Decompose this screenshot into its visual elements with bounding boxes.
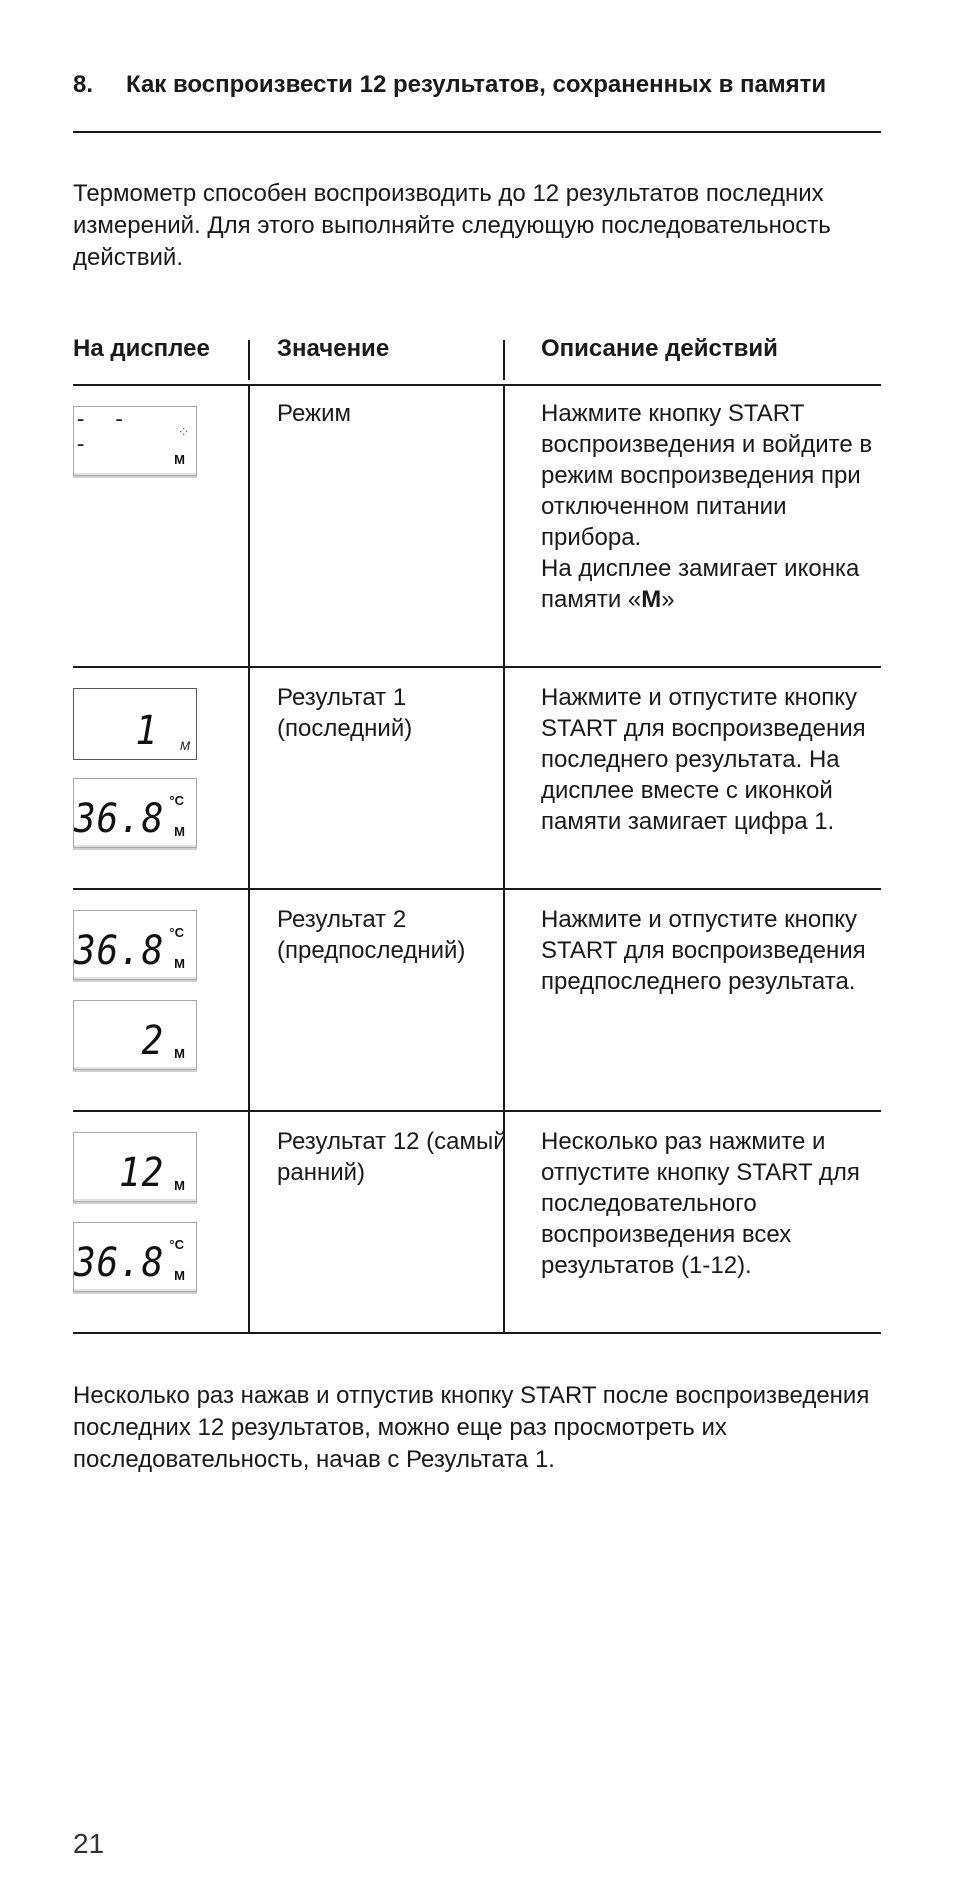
column-header-display: На дисплее — [73, 335, 210, 362]
table-rule — [73, 1332, 881, 1334]
celsius-icon: °C — [169, 1237, 184, 1252]
row-description: Нажмите и отпустите кнопку START для воспроизведения последнего результата. На дисплее вместе с иконкой памяти замигает цифра 1. — [541, 684, 866, 835]
row-meaning: Результат 12 (самый ранний) — [277, 1128, 507, 1186]
lcd-digits: 1 — [135, 708, 158, 754]
header-separator — [503, 340, 505, 380]
table-rule — [73, 888, 881, 890]
lcd-display — [73, 1000, 197, 1070]
footer-paragraph: Несколько раз нажав и отпустив кнопку START после воспроизведения последних 12 результатов, можно еще раз просмотреть их последовательность, начав с Результата 1. — [73, 1382, 870, 1473]
intro-paragraph: Термометр способен воспроизводить до 12 результатов последних измерений. Для этого выполняйте следующую последовательность действий. — [73, 180, 831, 271]
lcd-display — [73, 406, 197, 476]
lcd-display — [73, 778, 197, 848]
section-title: Как воспроизвести 12 результатов, сохраненных в памяти — [126, 71, 827, 98]
memory-icon: M — [174, 1046, 185, 1061]
celsius-icon: °C — [169, 793, 184, 808]
column-header-meaning: Значение — [277, 335, 390, 362]
lcd-display — [73, 1132, 197, 1202]
lcd-display — [73, 1222, 197, 1292]
heading-divider — [73, 131, 881, 133]
memory-icon: M — [174, 452, 185, 467]
memory-icon: M — [180, 739, 190, 753]
lcd-digits: 36.8 — [73, 928, 164, 974]
section-number: 8. — [73, 71, 94, 98]
lcd-digits: 2 — [141, 1018, 164, 1064]
lcd-display — [73, 688, 197, 760]
table-rule — [73, 1110, 881, 1112]
memory-icon: M — [174, 956, 185, 971]
column-rule — [248, 384, 250, 1334]
row-meaning: Результат 2 (предпоследний) — [277, 906, 466, 964]
row-description: Несколько раз нажмите и отпустите кнопку START для последовательного воспроизведения всех результатов (1-12). — [541, 1128, 860, 1279]
table-rule — [73, 384, 881, 386]
table-rule — [73, 666, 881, 668]
celsius-icon: °C — [169, 925, 184, 940]
column-header-description: Описание действий — [541, 335, 778, 362]
page-number: 21 — [73, 1828, 105, 1859]
memory-icon: M — [174, 1178, 185, 1193]
lcd-display — [73, 910, 197, 980]
lcd-digits: - - - — [74, 407, 132, 457]
header-separator — [248, 340, 250, 380]
row-description: Нажмите и отпустите кнопку START для воспроизведения предпоследнего результата. — [541, 906, 866, 995]
blink-indicator-icon: ⁘ — [177, 424, 190, 441]
lcd-digits: 36.8 — [73, 796, 164, 842]
row-description: Нажмите кнопку START воспроизведения и войдите в режим воспроизведения при отключенном питании прибора. На дисплее замигает иконка памяти «M» — [541, 400, 873, 613]
row-meaning: Режим — [277, 400, 351, 427]
lcd-digits: 36.8 — [73, 1240, 164, 1286]
lcd-digits: 12 — [118, 1150, 164, 1196]
memory-icon: M — [174, 1268, 185, 1283]
memory-icon: M — [174, 824, 185, 839]
row-meaning: Результат 1 (последний) — [277, 684, 413, 742]
column-rule — [503, 384, 505, 1334]
memory-symbol: M — [641, 586, 662, 613]
